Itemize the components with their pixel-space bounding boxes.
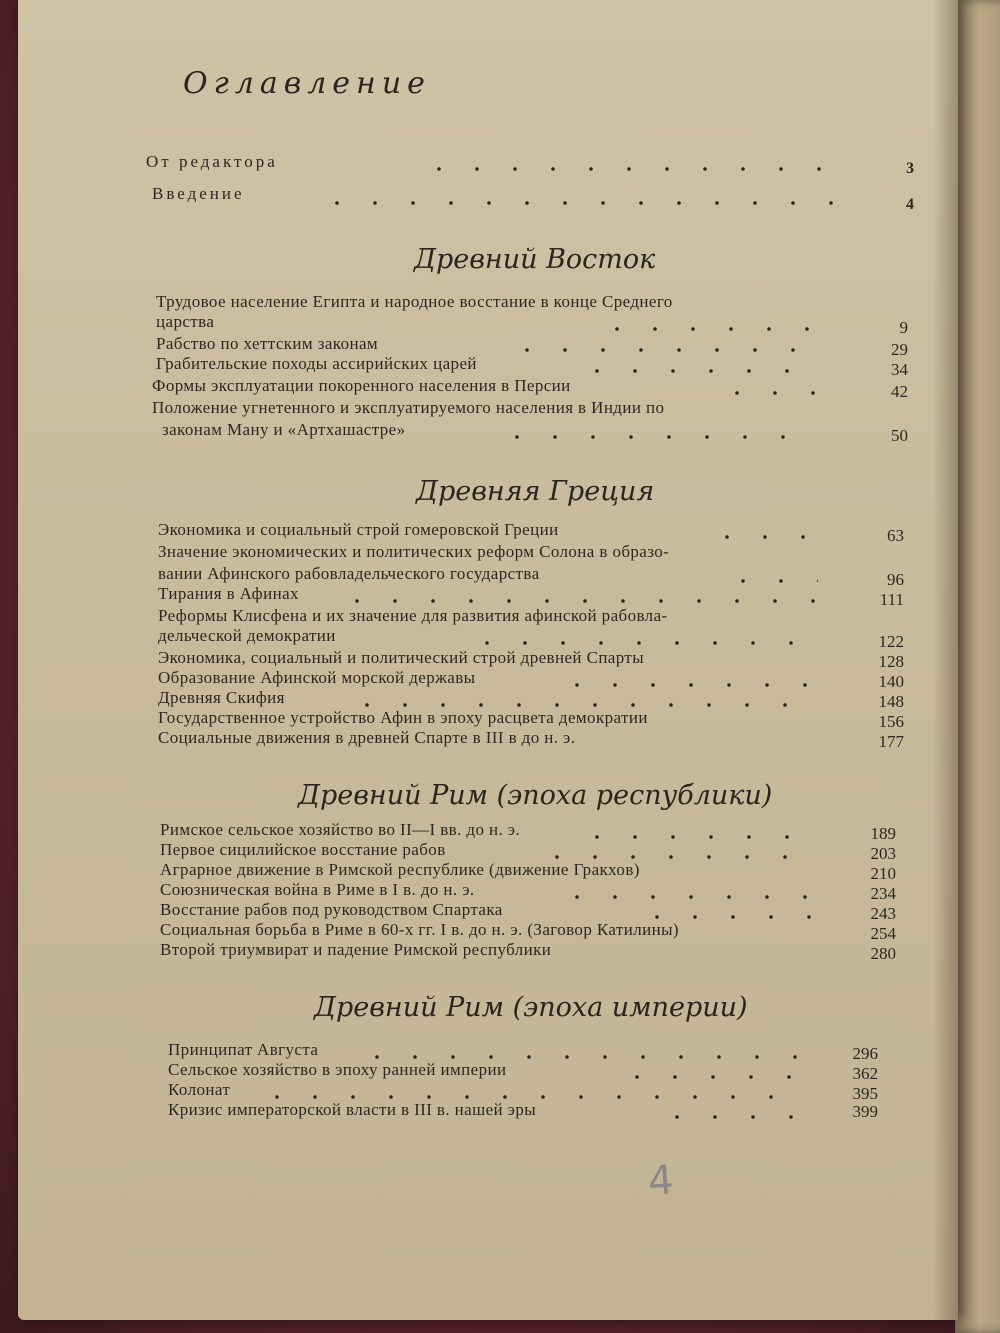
toc-entry-line: Реформы Клисфена и их значение для развития афинской рабовла- [158, 606, 668, 625]
toc-entry-line: Тирания в Афинах [158, 584, 299, 603]
toc-entry-line: Социальная борьба в Риме в 60-х гг. I в. до н. э. (Заговор Катилины) [160, 920, 679, 939]
toc-entry-line: Грабительские походы ассирийских царей [156, 354, 477, 373]
toc-entry-line: Аграрное движение в Римской республике (движение Гракхов) [160, 860, 640, 879]
toc-page-number: 34 [891, 360, 908, 379]
toc-entry-line: Значение экономических и политических реформ Солона в образо- [158, 542, 670, 561]
dot-leader [578, 368, 818, 374]
page-gutter-shadow [932, 0, 958, 1320]
section-heading-ancient-east: Древний Восток [414, 244, 656, 275]
dot-leader [598, 326, 818, 332]
toc-page-number: 280 [870, 944, 896, 963]
toc-page-number: 4 [906, 196, 914, 213]
dot-leader [338, 598, 818, 604]
toc-page-number: 177 [878, 732, 904, 751]
toc-entry-line: вании Афинского рабовладельческого государства [158, 564, 540, 583]
toc-page-number: 111 [879, 590, 904, 609]
toc-page-number: 234 [870, 884, 896, 903]
toc-entry-introduction: Введение [152, 184, 245, 203]
toc-entry-line: Колонат [168, 1080, 231, 1099]
toc-entry-line: Государственное устройство Афин в эпоху расцвета демократии [158, 708, 648, 727]
dot-leader [708, 534, 818, 540]
dot-leader [318, 200, 840, 206]
toc-page-number: 50 [891, 426, 908, 445]
dot-leader [468, 640, 818, 646]
toc-entry-line: законам Ману и «Артхашастре» [162, 420, 406, 439]
toc-entry-line: Экономика, социальный и политический строй древней Спарты [158, 648, 645, 667]
toc-page-number: 42 [891, 382, 908, 401]
dot-leader [420, 166, 840, 172]
toc-entry-line: царства [156, 312, 215, 331]
toc-page-number: 63 [887, 526, 904, 545]
toc-page-number: 128 [878, 652, 904, 671]
toc-page-number: 140 [878, 672, 904, 691]
dot-leader [508, 347, 818, 353]
toc-page-number: 254 [870, 924, 896, 943]
dot-leader [718, 390, 818, 396]
toc-page-number: 243 [870, 904, 896, 923]
toc-entry-line: дельческой демократии [158, 626, 336, 645]
toc-entry-line: Положение угнетенного и эксплуатируемого населения в Индии по [152, 398, 665, 417]
dot-leader [578, 834, 814, 840]
toc-page-number: 362 [852, 1064, 878, 1083]
toc-entry-line: Второй триумвират и падение Римской республики [160, 940, 552, 959]
toc-page-number: 203 [870, 844, 896, 863]
toc-entry-line: Трудовое население Египта и народное восстание в конце Среднего [156, 292, 673, 311]
section-heading-ancient-greece: Древняя Греция [416, 476, 655, 507]
toc-page-number: 29 [891, 340, 908, 359]
toc-entry-line: Первое сицилийское восстание рабов [160, 840, 446, 859]
toc-entry-line: Рабство по хеттским законам [156, 334, 379, 353]
section-heading-rome-republic: Древний Рим (эпоха республики) [298, 780, 773, 811]
toc-page-number: 399 [852, 1102, 878, 1121]
toc-entry-line: Кризис императорской власти в III в. нашей эры [168, 1100, 537, 1119]
pencil-mark: 4 [646, 1157, 676, 1205]
toc-page-number: 210 [870, 864, 896, 883]
dot-leader [724, 578, 818, 584]
toc-entry-line: Древняя Скифия [158, 688, 285, 707]
dot-leader [558, 682, 818, 688]
toc-page-number: 148 [878, 692, 904, 711]
toc-page-number: 3 [906, 160, 914, 177]
toc-page-number: 96 [887, 570, 904, 589]
section-heading-rome-empire: Древний Рим (эпоха империи) [314, 992, 748, 1023]
toc-page-number: 156 [878, 712, 904, 731]
toc-entry-line: Образование Афинской морской державы [158, 668, 476, 687]
toc-page-number: 296 [852, 1044, 878, 1063]
toc-entry-line: Принципат Августа [168, 1040, 319, 1059]
facing-page-edge [955, 0, 1000, 1333]
toc-entry-editor: От редактора [146, 152, 278, 171]
page-title: Оглавление [183, 66, 431, 101]
toc-page-number: 122 [878, 632, 904, 651]
toc-page-number: 9 [899, 318, 908, 337]
dot-leader [658, 1114, 804, 1120]
toc-entry-line: Союзническая война в Риме в I в. до н. э. [160, 880, 475, 899]
toc-entry-line: Экономика и социальный строй гомеровской Греции [158, 520, 559, 539]
dot-leader [558, 894, 814, 900]
toc-entry-line: Восстание рабов под руководством Спартака [160, 900, 503, 919]
toc-page-number: 395 [852, 1084, 878, 1103]
dot-leader [498, 434, 818, 440]
toc-entry-line: Римское сельское хозяйство во II—I вв. до н. э. [160, 820, 521, 839]
toc-page-number: 189 [870, 824, 896, 843]
dot-leader [618, 1074, 804, 1080]
toc-entry-line: Социальные движения в древней Спарте в III в до н. э. [158, 728, 576, 747]
toc-entry-line: Формы эксплуатации покоренного населения в Персии [152, 376, 571, 395]
toc-entry-line: Сельское хозяйство в эпоху ранней империи [168, 1060, 507, 1079]
book-page [18, 0, 958, 1320]
